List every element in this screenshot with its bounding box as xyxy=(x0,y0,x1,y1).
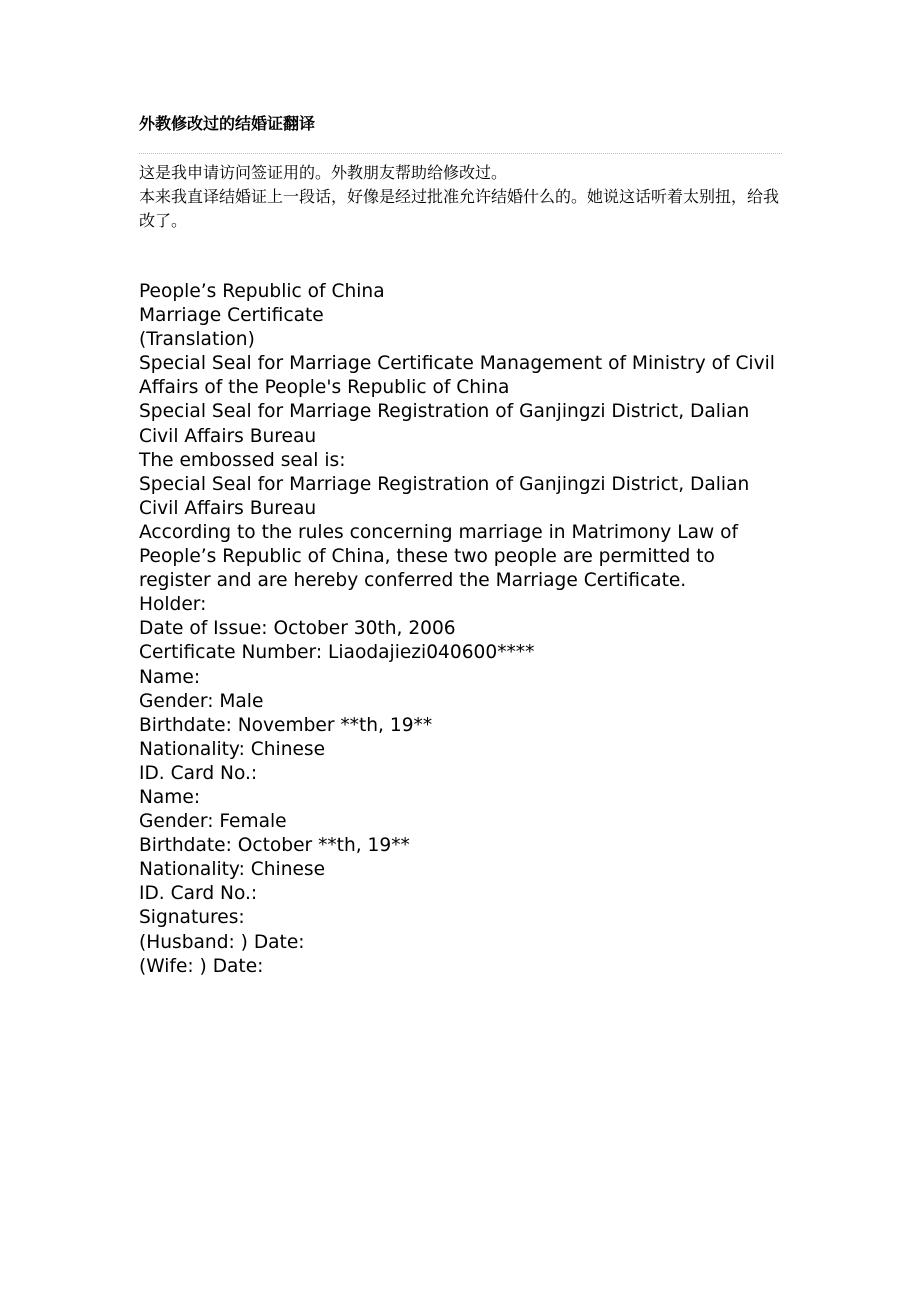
wife-birthdate: Birthdate: October **th, 19** xyxy=(139,835,410,857)
husband-gender: Gender: Male xyxy=(139,690,264,712)
husband-id-card: ID. Card No.: xyxy=(139,762,258,784)
wife-nationality: Nationality: Chinese xyxy=(139,859,326,881)
intro-text xyxy=(139,161,782,233)
cert-date-of-issue: Date of Issue: October 30th, 2006 xyxy=(139,618,456,640)
cert-seal-ministry: Special Seal for Marriage Certificate Management of Ministry of Civil Affairs of the People's Republic of China xyxy=(139,353,775,399)
intro-paragraph: 本来我直译结婚证上一段话，好像是经过批准允许结婚什么的。她说这话听着太别扭，给我改了。 xyxy=(139,187,780,230)
cert-country: People’s Republic of China xyxy=(139,281,385,302)
signatures-label: Signatures: xyxy=(139,907,245,929)
cert-holder: Holder: xyxy=(139,594,207,616)
wife-signature-line: (Wife: ) Date: xyxy=(139,955,264,977)
wife-name: Name: xyxy=(139,786,201,808)
cert-doc-name: Marriage Certificate xyxy=(139,305,324,327)
cert-embossed-label: The embossed seal is: xyxy=(139,449,346,471)
title-divider xyxy=(139,153,782,154)
cert-seal-district: Special Seal for Marriage Registration of Ganjingzi District, Dalian Civil Affairs Bureau xyxy=(139,401,750,447)
wife-id-card: ID. Card No.: xyxy=(139,883,258,905)
husband-name: Name: xyxy=(139,666,201,688)
husband-signature-line: (Husband: ) Date: xyxy=(139,931,305,953)
husband-nationality: Nationality: Chinese xyxy=(139,738,326,760)
document-title: 外教修改过的结婚证翻译 xyxy=(139,114,316,133)
wife-gender: Gender: Female xyxy=(139,811,287,833)
certificate-translation xyxy=(139,280,782,979)
cert-statement: According to the rules concerning marriage in Matrimony Law of People’s Republic of China, these two people are permitted to register and are hereby conferred the Marriage Certificate. xyxy=(139,521,739,592)
cert-embossed-seal: Special Seal for Marriage Registration of Ganjingzi District, Dalian Civil Affairs Bureau xyxy=(139,473,750,519)
husband-birthdate: Birthdate: November **th, 19** xyxy=(139,714,433,736)
intro-paragraph: 这是我申请访问签证用的。外教朋友帮助给修改过。 xyxy=(139,163,508,182)
cert-translation-note: (Translation) xyxy=(139,329,255,351)
cert-number: Certificate Number: Liaodajiezi040600**** xyxy=(139,642,535,664)
